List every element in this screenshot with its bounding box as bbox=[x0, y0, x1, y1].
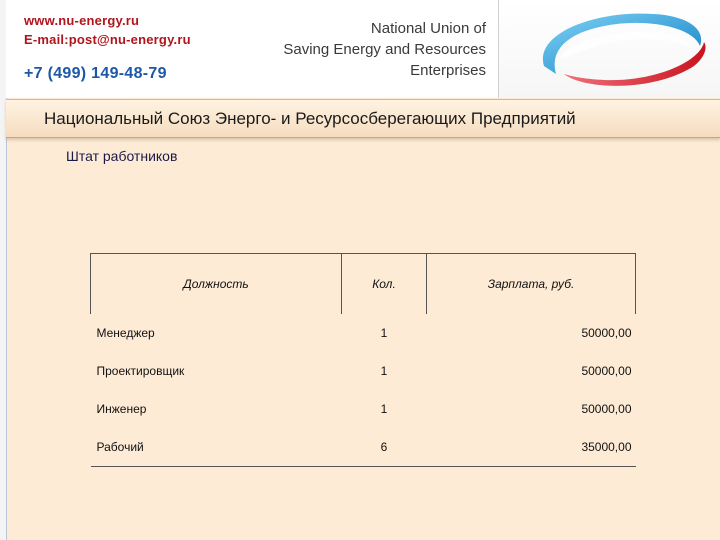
email-link[interactable]: E-mail:post@nu-energy.ru bbox=[24, 32, 191, 47]
cell-position: Рабочий bbox=[91, 428, 342, 467]
column-header-position: Должность bbox=[91, 254, 342, 315]
section-title: Штат работников bbox=[66, 148, 178, 164]
cell-count: 6 bbox=[342, 428, 427, 467]
table-row bbox=[91, 352, 636, 390]
table-row bbox=[91, 428, 636, 467]
header bbox=[6, 0, 720, 98]
cell-position: Менеджер bbox=[96, 326, 155, 340]
cell-salary: 35000,00 bbox=[427, 428, 636, 467]
cell-salary: 50000,00 bbox=[581, 402, 632, 416]
cell-position: Инженер bbox=[96, 402, 147, 416]
table-row bbox=[91, 314, 636, 352]
cell-count: 1 bbox=[380, 402, 388, 416]
swirl-logo-icon bbox=[524, 4, 714, 94]
header-info-panel bbox=[6, 0, 499, 98]
org-name-en-line-2: Saving Energy and Resources bbox=[283, 41, 486, 58]
org-name-en-line-1: National Union of bbox=[370, 20, 486, 37]
org-name-en bbox=[246, 18, 486, 81]
cell-count: 1 bbox=[380, 326, 388, 340]
phone-number: +7 (499) 149-48-79 bbox=[24, 65, 167, 82]
cell-count: 1 bbox=[380, 364, 388, 378]
staff-table bbox=[90, 253, 636, 467]
page-title: Национальный Союз Энерго- и Ресурсосберегающих Предприятий bbox=[44, 109, 576, 128]
table-row bbox=[91, 390, 636, 428]
column-header-count: Кол. bbox=[342, 254, 427, 315]
cell-salary: 50000,00 bbox=[581, 326, 632, 340]
table-header-row bbox=[91, 254, 636, 315]
cell-salary: 50000,00 bbox=[581, 364, 632, 378]
website-link[interactable]: www.nu-energy.ru bbox=[24, 13, 140, 28]
org-name-en-line-3: Enterprises bbox=[410, 62, 486, 79]
column-header-salary: Зарплата, руб. bbox=[427, 254, 636, 315]
title-bar bbox=[6, 99, 720, 138]
cell-position: Проектировщик bbox=[96, 364, 185, 378]
